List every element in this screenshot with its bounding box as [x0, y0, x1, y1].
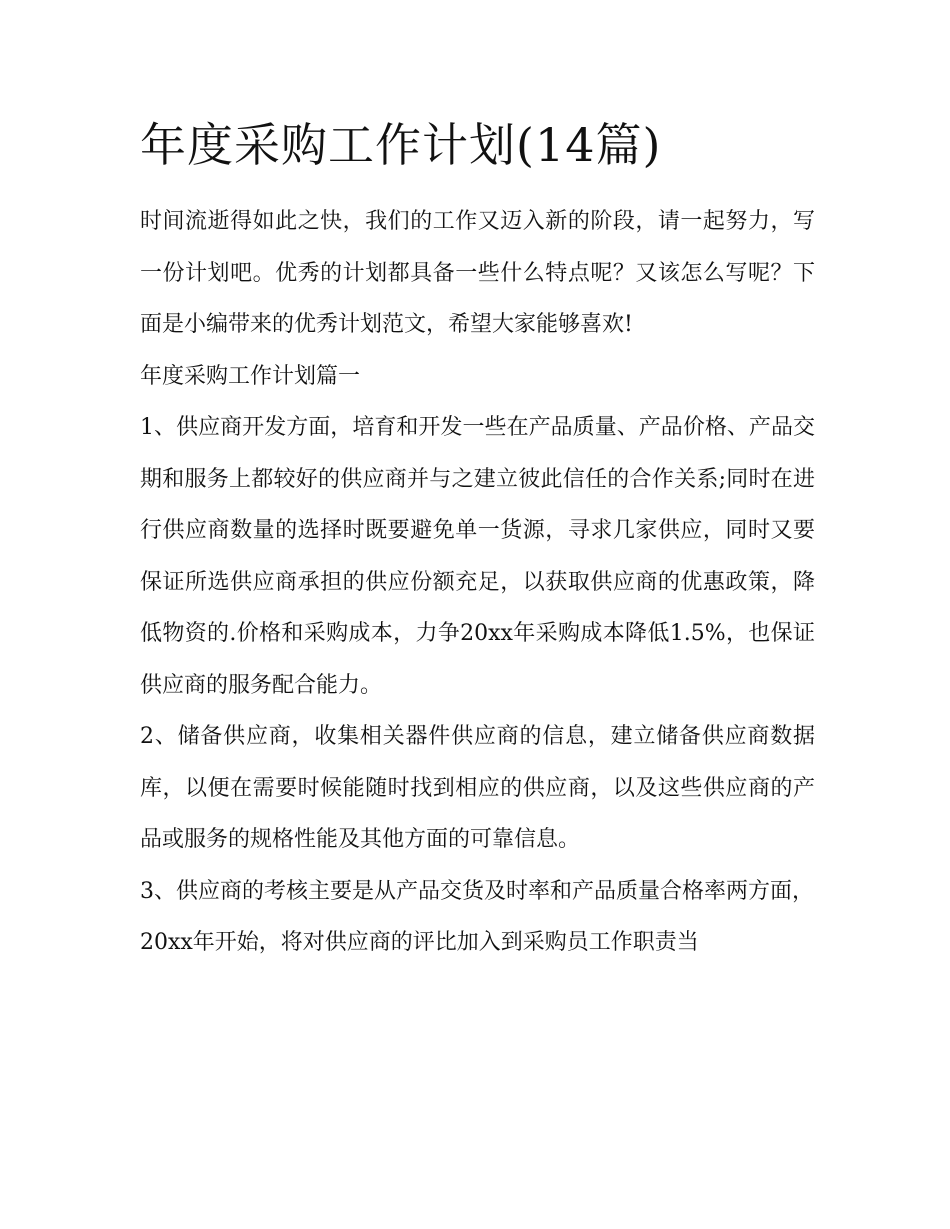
section-heading: 年度采购工作计划篇一	[140, 363, 361, 389]
document-body	[140, 196, 815, 969]
list-item: 2、储备供应商，收集相关器件供应商的信息，建立储备供应商数据库，以便在需要时候能随时找到相应的供应商，以及这些供应商的产品或服务的规格性能及其他方面的可靠信息。	[140, 724, 815, 852]
list-item: 1、供应商开发方面，培育和开发一些在产品质量、产品价格、产品交期和服务上都较好的供应商并与之建立彼此信任的合作关系;同时在进行供应商数量的选择时既要避免单一货源，寻求几家供应，同时又要保证所选供应商承担的供应份额充足，以获取供应商的优惠政策，降低物资的.价格和采购成本，力争20xx年采购成本降低1.5%，也保证供应商的服务配合能力。	[140, 415, 815, 698]
list-item: 3、供应商的考核主要是从产品交货及时率和产品质量合格率两方面，	[140, 878, 814, 904]
intro-paragraph: 时间流逝得如此之快，我们的工作又迈入新的阶段，请一起努力，写一份计划吧。优秀的计划都具备一些什么特点呢？又该怎么写呢？下面是小编带来的优秀计划范文，希望大家能够喜欢!	[140, 209, 815, 337]
document-title: 年度采购工作计划(14篇)	[140, 118, 662, 172]
list-item: 20xx年开始，将对供应商的评比加入到采购员工作职责当	[140, 930, 699, 955]
